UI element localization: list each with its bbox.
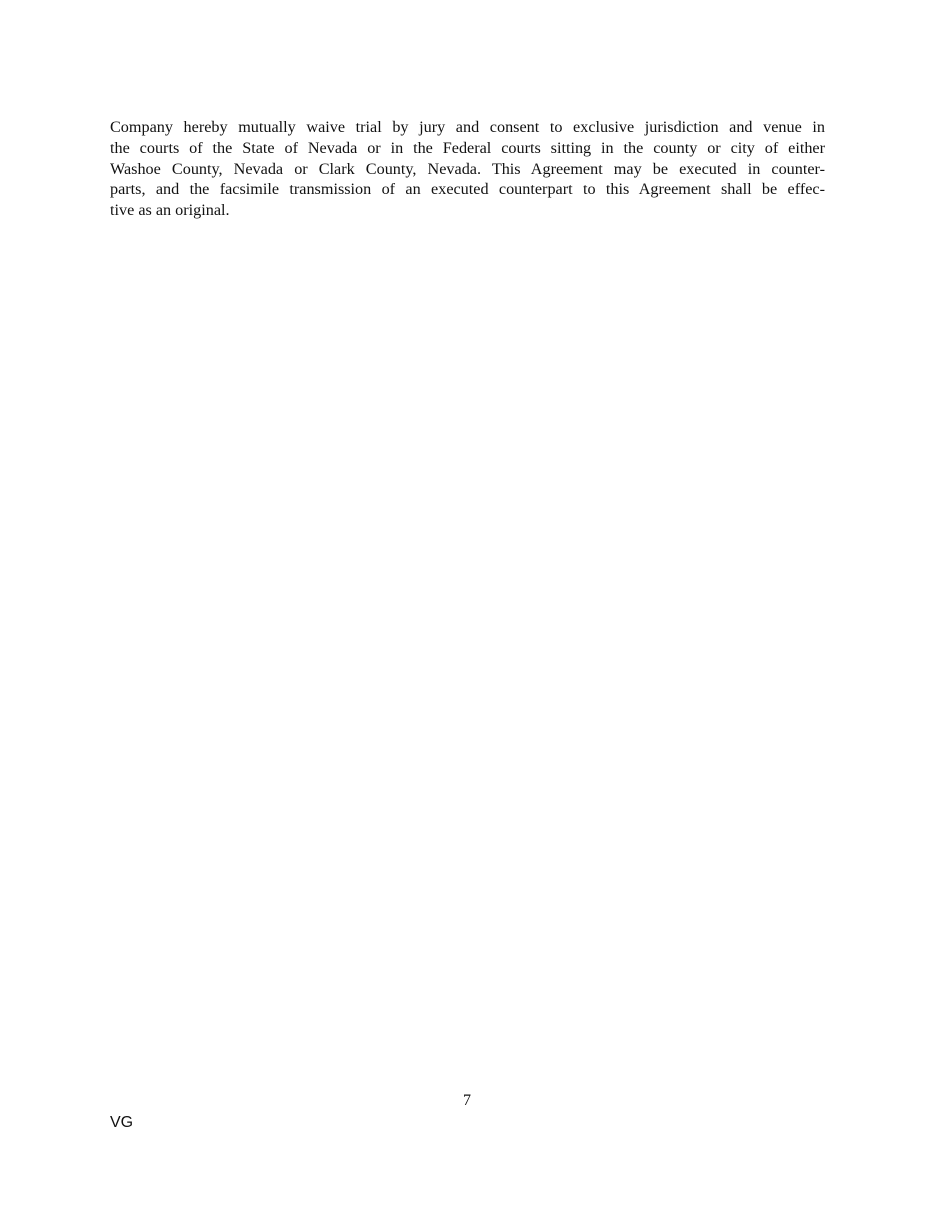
- agreement-paragraph: [110, 117, 825, 221]
- paragraph-line-5: tive as an original.: [110, 201, 230, 220]
- paragraph-line-2: the courts of the State of Nevada or in the Federal courts sitting in the county or city of either: [110, 138, 825, 157]
- paragraph-line-1: Company hereby mutually waive trial by jury and consent to exclusive jurisdiction and venue in: [110, 118, 825, 136]
- paragraph-line-4: parts, and the facsimile transmission of an executed counterpart to this Agreement shall be effec-: [110, 180, 825, 199]
- page-number: 7: [463, 1092, 471, 1109]
- paragraph-line-3: Washoe County, Nevada or Clark County, Nevada. This Agreement may be executed in counter-: [110, 159, 825, 178]
- footer-initials: VG: [110, 1114, 134, 1131]
